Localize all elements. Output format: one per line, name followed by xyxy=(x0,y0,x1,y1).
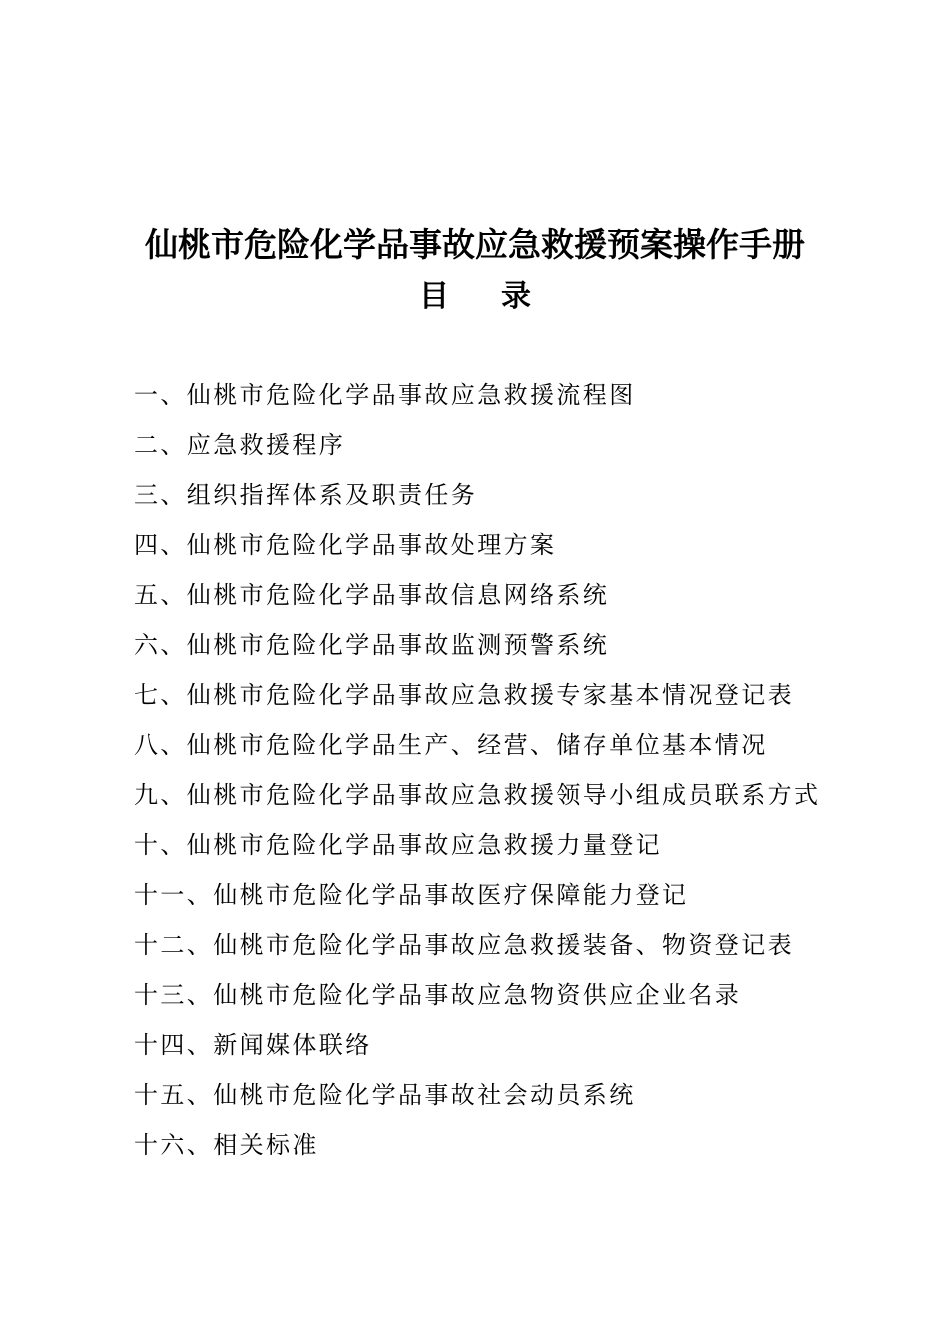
toc-item-15: 十五、仙桃市危险化学品事故社会动员系统 xyxy=(134,1081,636,1109)
toc-list xyxy=(134,372,834,1172)
toc-item-13: 十三、仙桃市危险化学品事故应急物资供应企业名录 xyxy=(134,981,742,1009)
toc-item-12: 十二、仙桃市危险化学品事故应急救援装备、物资登记表 xyxy=(134,931,794,959)
toc-item-5: 五、仙桃市危险化学品事故信息网络系统 xyxy=(134,581,610,609)
toc-item-14: 十四、新闻媒体联络 xyxy=(134,1031,372,1059)
toc-item-2: 二、应急救援程序 xyxy=(134,431,346,459)
document-title: 仙桃市危险化学品事故应急救援预案操作手册 xyxy=(145,225,805,264)
toc-item-1: 一、仙桃市危险化学品事故应急救援流程图 xyxy=(134,381,636,409)
toc-heading-right: 录 xyxy=(501,279,531,314)
toc-item-3: 三、组织指挥体系及职责任务 xyxy=(134,481,478,509)
toc-item-8: 八、仙桃市危险化学品生产、经营、储存单位基本情况 xyxy=(134,731,768,759)
toc-item-9: 九、仙桃市危险化学品事故应急救援领导小组成员联系方式 xyxy=(134,781,821,809)
toc-item-11: 十一、仙桃市危险化学品事故医疗保障能力登记 xyxy=(134,881,689,909)
toc-heading-left: 目 xyxy=(419,279,449,314)
toc-heading xyxy=(0,274,950,320)
toc-item-7: 七、仙桃市危险化学品事故应急救援专家基本情况登记表 xyxy=(134,681,794,709)
toc-item-16: 十六、相关标准 xyxy=(134,1131,319,1159)
toc-item-4: 四、仙桃市危险化学品事故处理方案 xyxy=(134,531,557,559)
toc-item-6: 六、仙桃市危险化学品事故监测预警系统 xyxy=(134,631,610,659)
toc-item-10: 十、仙桃市危险化学品事故应急救援力量登记 xyxy=(134,831,662,859)
